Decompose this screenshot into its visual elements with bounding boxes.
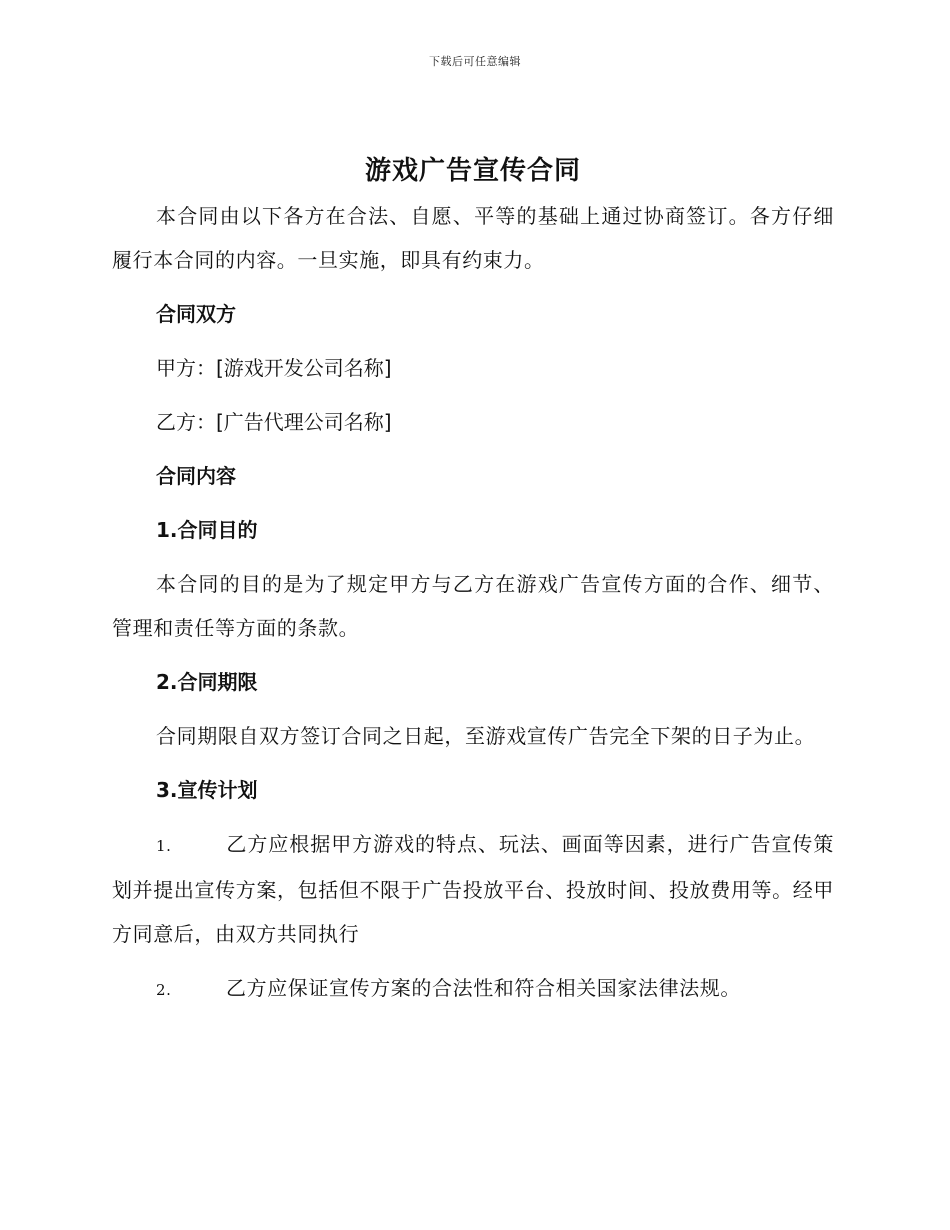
list-item-number: 2.: [156, 981, 172, 999]
list-item-number: 1.: [156, 837, 172, 855]
section2-text: 合同期限自双方签订合同之日起，至游戏宣传广告完全下架的日子为止。: [156, 724, 816, 748]
party-b: 乙方：[广告代理公司名称]: [156, 410, 392, 434]
list-item: [112, 822, 834, 956]
list-item-text: 乙方应保证宣传方案的合法性和符合相关国家法律法规。: [226, 976, 741, 1000]
section3-heading: 3.宣传计划: [156, 778, 258, 802]
section2-heading: 2.合同期限: [156, 670, 258, 694]
document-body: [112, 148, 834, 1012]
section1-text: 本合同的目的是为了规定甲方与乙方在游戏广告宣传方面的合作、细节、管理和责任等方面的条款。: [112, 572, 834, 640]
parties-heading: 合同双方: [156, 302, 236, 326]
header-note: 下载后可任意编辑: [429, 55, 521, 68]
list-item: [112, 966, 834, 1012]
section1-heading: 1.合同目的: [156, 518, 258, 542]
party-a: 甲方：[游戏开发公司名称]: [156, 356, 392, 380]
intro-paragraph: 本合同由以下各方在合法、自愿、平等的基础上通过协商签订。各方仔细履行本合同的内容。一旦实施，即具有约束力。: [112, 204, 834, 272]
content-heading: 合同内容: [156, 464, 236, 488]
document-title: 游戏广告宣传合同: [364, 156, 581, 186]
list-item-text: 乙方应根据甲方游戏的特点、玩法、画面等因素，进行广告宣传策划并提出宣传方案，包括但不限于广告投放平台、投放时间、投放费用等。经甲方同意后，由双方共同执行: [112, 832, 834, 946]
